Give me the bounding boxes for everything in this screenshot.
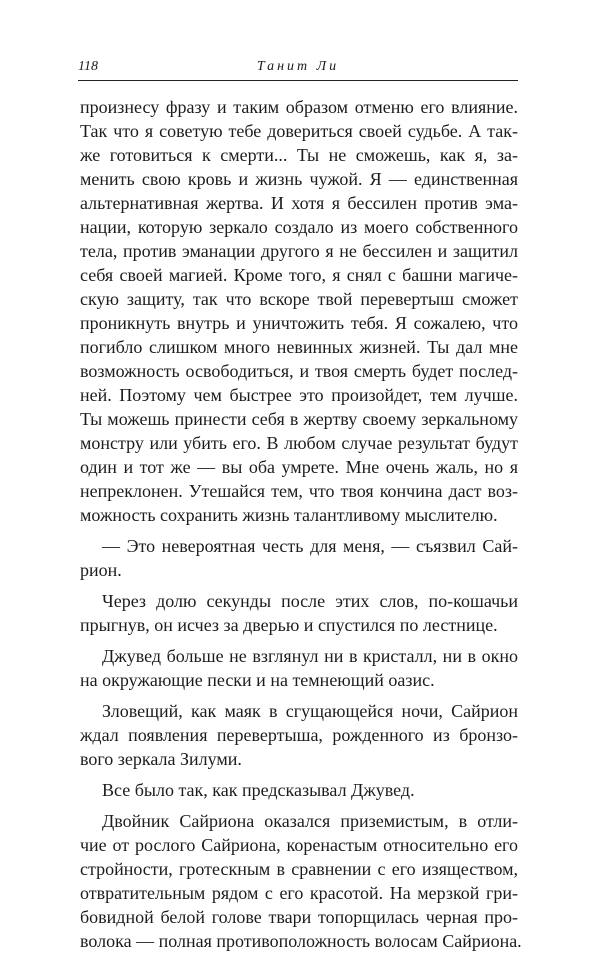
text-line: Двойник Сайриона оказался приземистым, в отли- <box>102 811 518 831</box>
paragraph <box>80 644 518 692</box>
text-line: тела, против эманации другого я не бессилен и защитил <box>80 241 518 261</box>
text-line: себя своей магией. Кроме того, я снял с башни магиче- <box>80 265 518 285</box>
text-line: менить свою кровь и жизнь чужой. Я — единственная <box>80 169 518 189</box>
text-line: возможность освободиться, и твоя смерть будет послед- <box>80 361 518 381</box>
running-head <box>78 58 518 81</box>
text-line: вого зеркала Зилуми. <box>80 749 242 769</box>
text-line: нации, которую зеркало создало из моего собственного <box>80 217 518 237</box>
paragraph <box>80 534 518 582</box>
page-number: 118 <box>78 59 98 74</box>
text-line: Зловещий, как маяк в сгущающейся ночи, Сайрион <box>102 701 518 721</box>
text-line: Так что я советую тебе довериться своей судьбе. А так- <box>80 121 518 141</box>
paragraph <box>80 589 518 637</box>
running-head-author: Танит Ли <box>256 59 340 74</box>
text-line: стройности, гротескным в сравнении с его изяществом, <box>80 859 518 879</box>
text-line: Ты можешь принести себя в жертву своему зеркальному <box>80 409 518 429</box>
text-line: альтернативная жертва. И хотя я бессилен против эма- <box>80 193 518 213</box>
text-line: ней. Поэтому чем быстрее это произойдет, тем лучше. <box>80 385 518 405</box>
text-line: произнесу фразу и таким образом отменю его влияние. <box>80 97 518 117</box>
paragraph <box>80 778 518 802</box>
text-line: прыгнув, он исчез за дверью и спустился по лестнице. <box>80 615 498 635</box>
paragraph <box>80 699 518 771</box>
text-line: чие от рослого Сайриона, коренастым относительно его <box>80 835 518 855</box>
text-line: же готовиться к смерти... Ты не сможешь, как я, за- <box>80 145 518 165</box>
paragraph <box>80 95 518 527</box>
text-line: рион. <box>80 560 122 580</box>
text-line: бовидной белой голове твари топорщилась черная про- <box>80 907 518 927</box>
text-line: волока — полная противоположность волосам Сайриона. <box>80 931 522 951</box>
text-line: проникнуть внутрь и уничтожить тебя. Я сожалею, что <box>80 313 518 333</box>
text-line: — Это невероятная честь для меня, — съязвил Сай- <box>102 536 518 556</box>
text-line: отвратительным рядом с его красотой. На мерзкой гри- <box>80 883 518 903</box>
text-line: Через долю секунды после этих слов, по-кошачьи <box>102 591 518 611</box>
text-line: один и тот же — вы оба умрете. Мне очень жаль, но я <box>80 457 518 477</box>
body-text <box>80 95 522 953</box>
text-line: непреклонен. Утешайся тем, что твоя кончина даст воз- <box>80 481 518 501</box>
text-line: можность сохранить жизнь талантливому мыслителю. <box>80 505 498 525</box>
text-line: на окружающие пески и на темнеющий оазис. <box>80 670 435 690</box>
text-line: Джувед больше не взглянул ни в кристалл, ни в окно <box>102 646 518 666</box>
text-line: скую защиту, так что вскоре твой перевертыш сможет <box>80 289 518 309</box>
text-line: монстру или убить его. В любом случае результат будут <box>80 433 518 453</box>
text-line: погибло слишком много невинных жизней. Ты дал мне <box>80 337 518 357</box>
text-line: Все было так, как предсказывал Джувед. <box>102 780 415 800</box>
paragraph <box>80 809 522 953</box>
text-line: ждал появления перевертыша, рожденного из бронзо- <box>80 725 518 745</box>
